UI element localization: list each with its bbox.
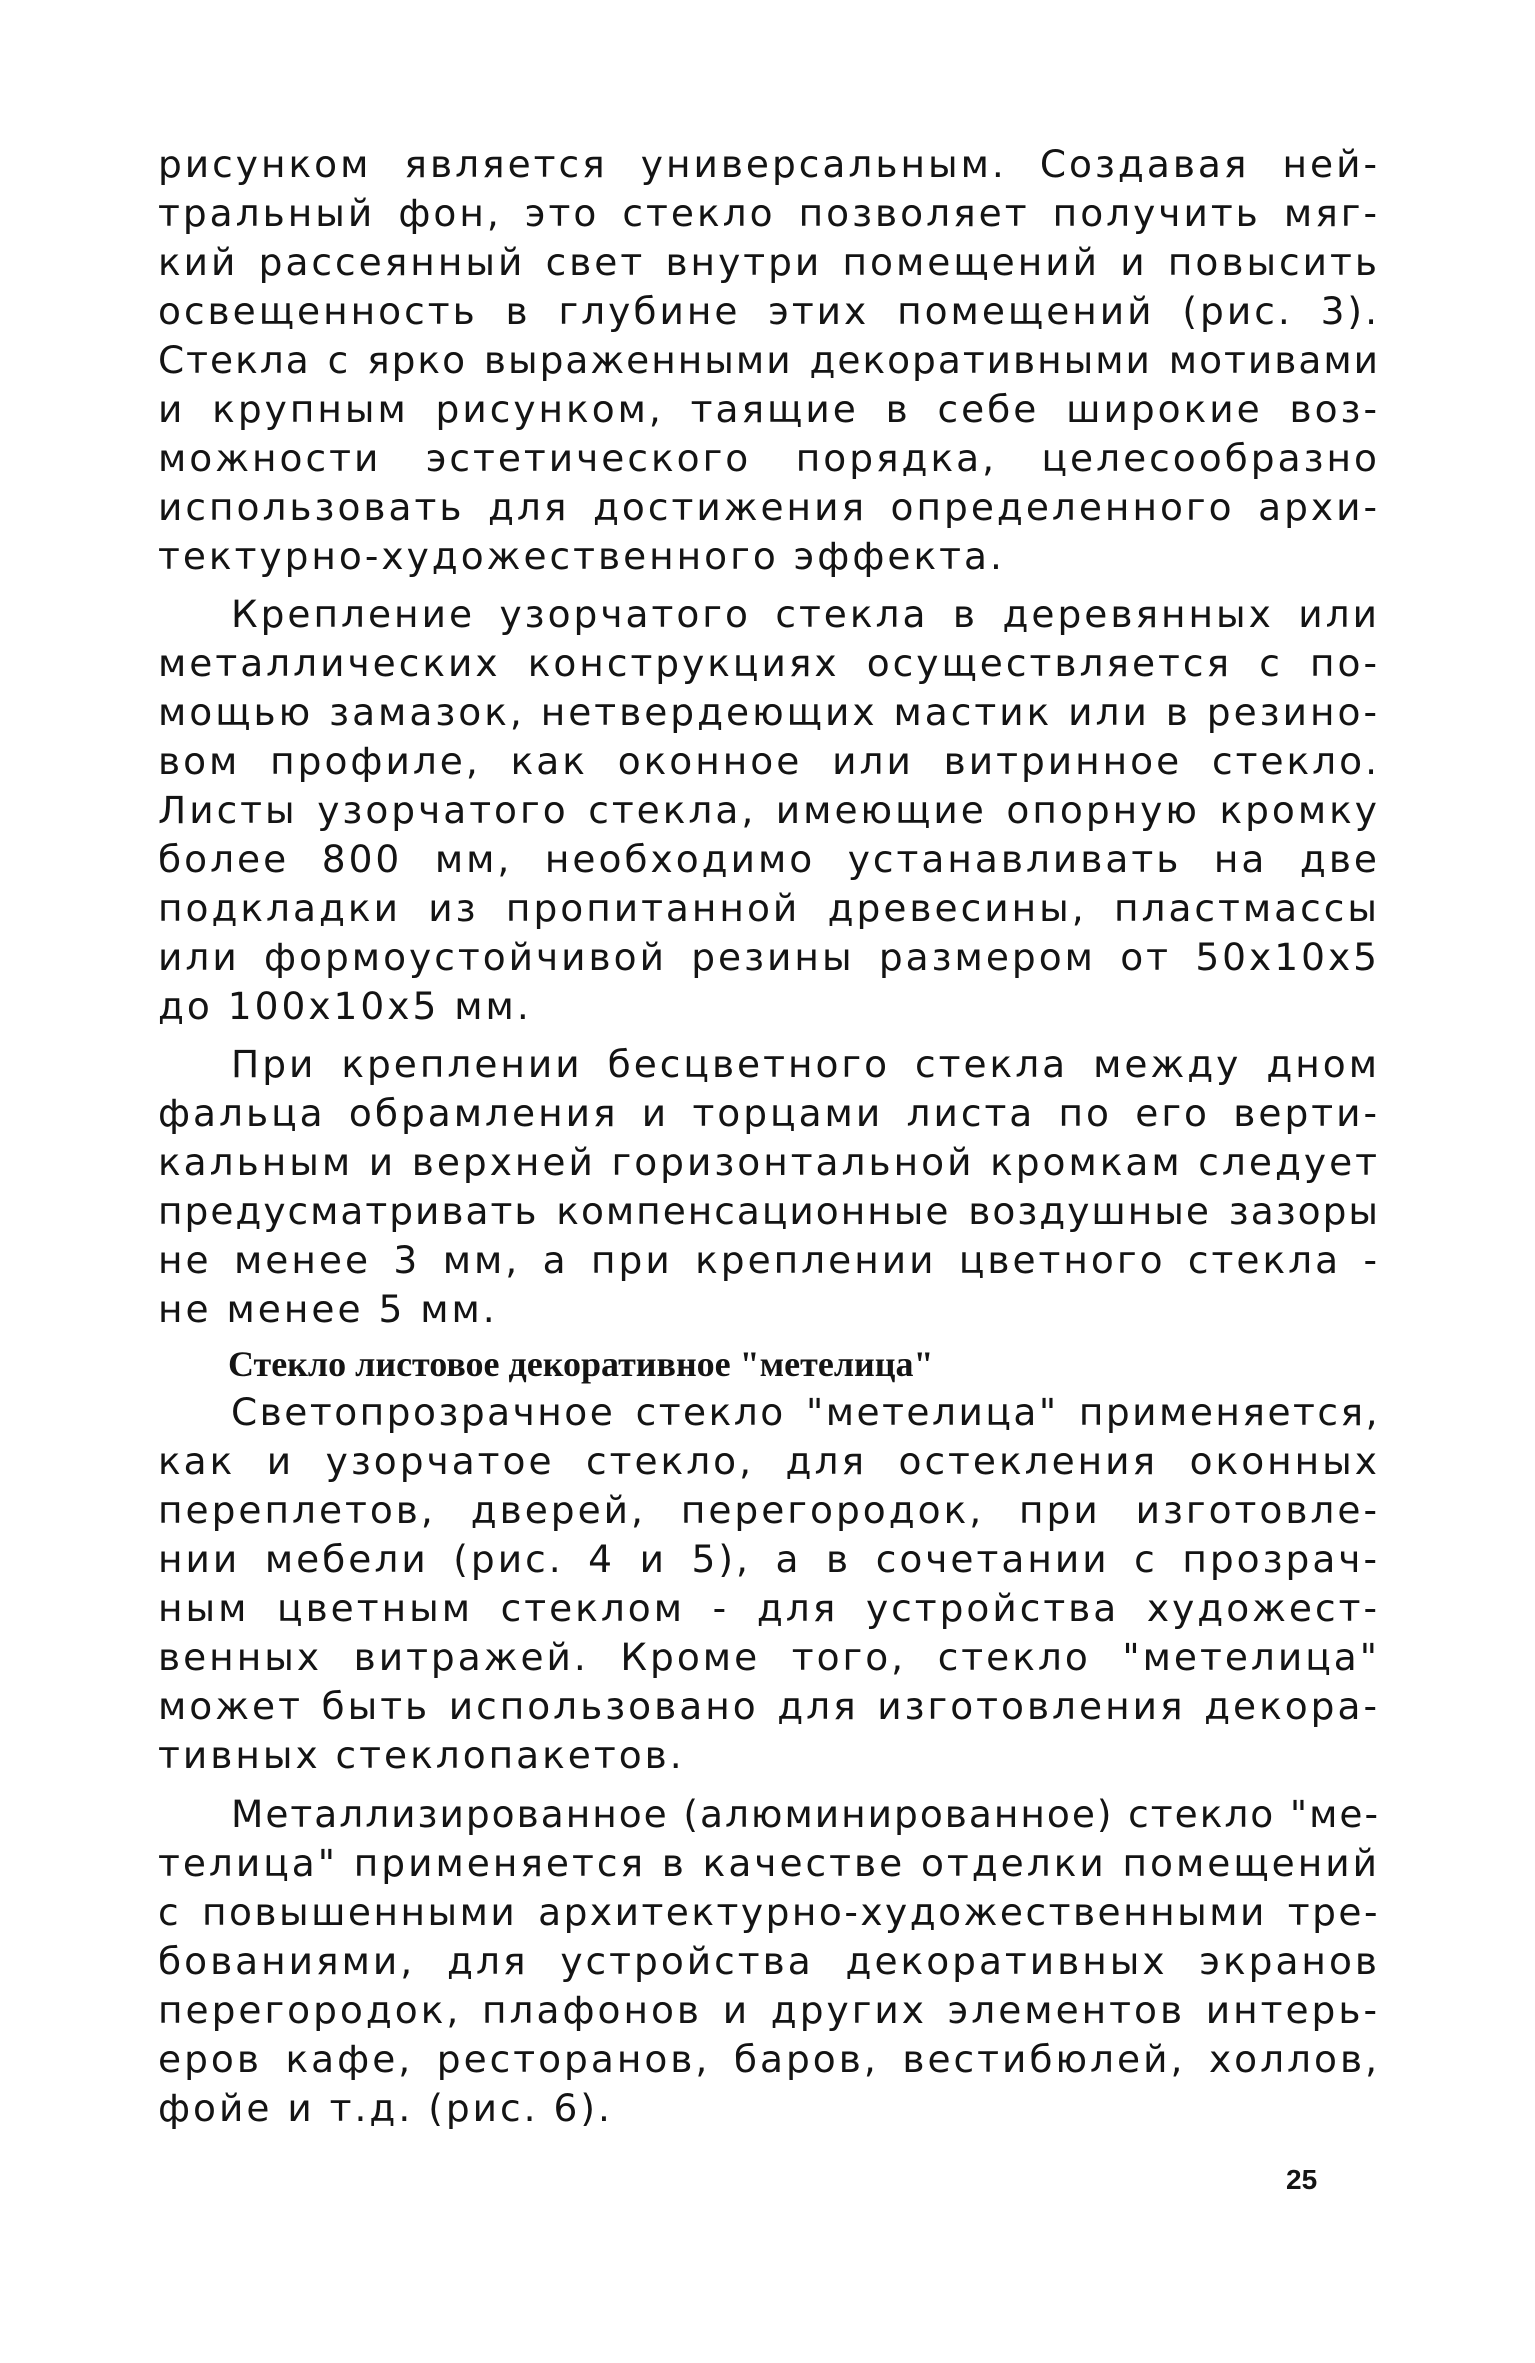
text-line: с повышенными архитектурно-художественными тре- [158,1890,1380,1934]
text-line: ным цветным стеклом - для устройства художест- [158,1586,1380,1630]
text-line: Светопрозрачное стекло "метелица" применяется, [231,1390,1380,1434]
text-line: рисунком является универсальным. Создавая ней- [158,142,1380,186]
text-line: перегородок, плафонов и других элементов интерь- [158,1988,1380,2032]
text-line: венных витражей. Кроме того, стекло "метелица" [158,1635,1380,1679]
text-line: фойе и т.д. (рис. 6). [158,2086,613,2130]
text-line: Металлизированное (алюминированное) стекло "ме- [231,1792,1380,1836]
text-line: как и узорчатое стекло, для остекления оконных [158,1439,1380,1483]
text-line: до 100х10х5 мм. [158,984,532,1028]
text-line: можности эстетического порядка, целесообразно [158,436,1380,480]
text-line: освещенность в глубине этих помещений (рис. 3). [158,289,1380,333]
text-line: телица" применяется в качестве отделки помещений [158,1841,1380,1885]
page-number: 25 [1286,2164,1318,2195]
text-line: вом профиле, как оконное или витринное стекло. [158,739,1380,783]
text-line: кальным и верхней горизонтальной кромкам следует [158,1140,1380,1184]
text-line: кий рассеянный свет внутри помещений и повысить [158,240,1380,284]
text-line: предусматривать компенсационные воздушные зазоры [158,1189,1380,1233]
text-line: Листы узорчатого стекла, имеющие опорную кромку [158,788,1380,832]
text-line: еров кафе, ресторанов, баров, вестибюлей, холлов, [158,2037,1380,2081]
text-line: или формоустойчивой резины размером от 50х10х5 [158,935,1380,979]
text-line: тивных стеклопакетов. [158,1733,685,1777]
text-line: тектурно-художественного эффекта. [158,534,1005,578]
text-line: Стекла с ярко выраженными декоративными мотивами [158,338,1380,382]
text-line: тральный фон, это стекло позволяет получить мяг- [158,191,1380,235]
text-line: фальца обрамления и торцами листа по его верти- [158,1091,1380,1135]
text-line: использовать для достижения определенного архи- [158,485,1380,529]
text-line: металлических конструкциях осуществляется с по- [158,641,1380,685]
text-line: подкладки из пропитанной древесины, пластмассы [158,886,1380,930]
text-line: более 800 мм, необходимо устанавливать на две [158,837,1380,881]
text-line: не менее 3 мм, а при креплении цветного стекла - [158,1238,1380,1282]
text-line: может быть использовано для изготовления декора- [158,1684,1380,1728]
text-line: переплетов, дверей, перегородок, при изготовле- [158,1488,1380,1532]
text-line: При креплении бесцветного стекла между дном [231,1042,1380,1086]
text-line: и крупным рисунком, таящие в себе широкие воз- [158,387,1380,431]
section-heading: Стекло листовое декоративное "метелица" [228,1344,934,1384]
text-line: Крепление узорчатого стекла в деревянных или [231,592,1380,636]
text-line: мощью замазок, нетвердеющих мастик или в резино- [158,690,1380,734]
text-line: не менее 5 мм. [158,1287,498,1331]
text-line: нии мебели (рис. 4 и 5), а в сочетании с прозрач- [158,1537,1380,1581]
text-line: бованиями, для устройства декоративных экранов [158,1939,1380,1983]
